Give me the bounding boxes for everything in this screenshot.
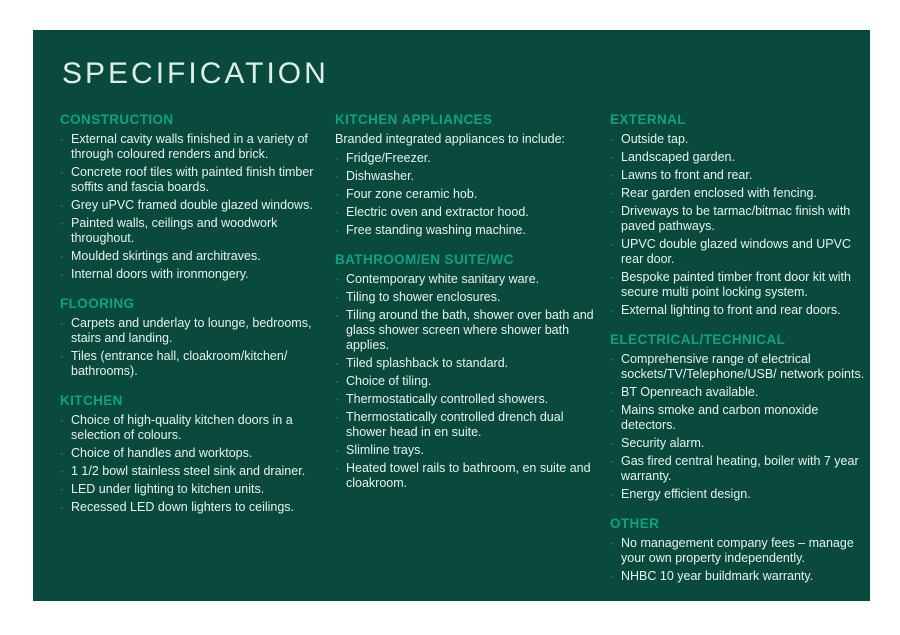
bullet-icon: ·: [610, 132, 614, 146]
section-heading: KITCHEN: [60, 393, 123, 408]
section-kitchen-appliances: [335, 112, 598, 238]
section-item-list: [335, 151, 598, 238]
list-item-text: Choice of handles and worktops.: [71, 446, 253, 460]
list-item: [610, 536, 873, 566]
bullet-icon: ·: [60, 349, 64, 363]
list-item: [60, 349, 323, 379]
bullet-icon: ·: [610, 186, 614, 200]
bullet-icon: ·: [610, 385, 614, 399]
list-item-text: Recessed LED down lighters to ceilings.: [71, 500, 295, 514]
list-item-text: Bespoke painted timber front door kit with secure multi point locking system.: [621, 270, 851, 299]
list-item-text: LED under lighting to kitchen units.: [71, 482, 265, 496]
list-item-text: Lawns to front and rear.: [621, 168, 753, 182]
list-item: [335, 392, 598, 407]
list-item-text: Comprehensive range of electrical sockets/TV/Telephone/USB/ network points.: [621, 352, 865, 381]
bullet-icon: ·: [60, 132, 64, 146]
list-item-text: Four zone ceramic hob.: [346, 187, 478, 201]
section-construction: [60, 112, 323, 282]
column-1: [60, 112, 323, 598]
list-item: [335, 374, 598, 389]
list-item-text: Thermostatically controlled drench dual shower head in en suite.: [346, 410, 564, 439]
list-item: [610, 403, 873, 433]
list-item-text: Carpets and underlay to lounge, bedrooms, stairs and landing.: [71, 316, 312, 345]
list-item-text: Energy efficient design.: [621, 487, 751, 501]
list-item: [335, 443, 598, 458]
list-item-text: Slimline trays.: [346, 443, 424, 457]
list-item-text: Tiles (entrance hall, cloakroom/kitchen/ bathrooms).: [71, 349, 288, 378]
list-item: [60, 500, 323, 515]
list-item-text: Internal doors with ironmongery.: [71, 267, 249, 281]
bullet-icon: ·: [60, 267, 64, 281]
bullet-icon: ·: [335, 205, 339, 219]
list-item: [60, 249, 323, 264]
list-item: [335, 461, 598, 491]
list-item-text: Painted walls, ceilings and woodwork throughout.: [71, 216, 278, 245]
list-item: [335, 410, 598, 440]
list-item-text: Outside tap.: [621, 132, 689, 146]
list-item-text: UPVC double glazed windows and UPVC rear door.: [621, 237, 851, 266]
list-item: [335, 187, 598, 202]
bullet-icon: ·: [60, 249, 64, 263]
section-item-list: [60, 132, 323, 282]
bullet-icon: ·: [610, 569, 614, 583]
list-item-text: Security alarm.: [621, 436, 705, 450]
bullet-icon: ·: [60, 464, 64, 478]
bullet-icon: ·: [60, 198, 64, 212]
bullet-icon: ·: [60, 316, 64, 330]
bullet-icon: ·: [60, 482, 64, 496]
section-electrical-technical: [610, 332, 873, 502]
list-item-text: Free standing washing machine.: [346, 223, 526, 237]
section-external: [610, 112, 873, 318]
column-2: [335, 112, 598, 598]
list-item: [610, 204, 873, 234]
list-item-text: Choice of tiling.: [346, 374, 432, 388]
spec-columns: [60, 112, 865, 598]
list-item: [335, 223, 598, 238]
list-item: [610, 436, 873, 451]
section-heading: KITCHEN APPLIANCES: [335, 112, 493, 127]
list-item-text: Driveways to be tarmac/bitmac finish with paved pathways.: [621, 204, 851, 233]
section-heading: ELECTRICAL/TECHNICAL: [610, 332, 786, 347]
bullet-icon: ·: [335, 443, 339, 457]
section-intro: Branded integrated appliances to include:: [335, 132, 566, 146]
bullet-icon: ·: [335, 223, 339, 237]
bullet-icon: ·: [610, 303, 614, 317]
list-item: [610, 186, 873, 201]
bullet-icon: ·: [335, 151, 339, 165]
list-item: [60, 316, 323, 346]
list-item-text: 1 1/2 bowl stainless steel sink and drainer.: [71, 464, 306, 478]
bullet-icon: ·: [335, 169, 339, 183]
list-item-text: Gas fired central heating, boiler with 7 year warranty.: [621, 454, 859, 483]
list-item-text: Fridge/Freezer.: [346, 151, 431, 165]
list-item-text: External lighting to front and rear doors.: [621, 303, 841, 317]
bullet-icon: ·: [610, 487, 614, 501]
list-item: [335, 151, 598, 166]
section-item-list: [610, 132, 873, 318]
bullet-icon: ·: [335, 272, 339, 286]
bullet-icon: ·: [610, 536, 614, 550]
bullet-icon: ·: [335, 290, 339, 304]
section-item-list: [335, 272, 598, 491]
section-heading: OTHER: [610, 516, 660, 531]
column-3: [610, 112, 873, 598]
list-item: [60, 132, 323, 162]
list-item-text: NHBC 10 year buildmark warranty.: [621, 569, 814, 583]
page-title: SPECIFICATION: [62, 57, 329, 90]
bullet-icon: ·: [610, 352, 614, 366]
bullet-icon: ·: [610, 454, 614, 468]
section-heading: FLOORING: [60, 296, 135, 311]
bullet-icon: ·: [610, 270, 614, 284]
list-item: [610, 303, 873, 318]
bullet-icon: ·: [335, 374, 339, 388]
section-bathroom-en-suite-wc: [335, 252, 598, 491]
list-item: [60, 216, 323, 246]
section-heading: BATHROOM/EN SUITE/WC: [335, 252, 514, 267]
list-item-text: Tiling to shower enclosures.: [346, 290, 501, 304]
bullet-icon: ·: [335, 356, 339, 370]
list-item: [60, 413, 323, 443]
list-item: [610, 385, 873, 400]
bullet-icon: ·: [610, 168, 614, 182]
bullet-icon: ·: [60, 165, 64, 179]
list-item: [60, 482, 323, 497]
bullet-icon: ·: [60, 216, 64, 230]
specification-card: [33, 30, 870, 601]
section-item-list: [610, 536, 873, 584]
bullet-icon: ·: [335, 187, 339, 201]
bullet-icon: ·: [335, 308, 339, 322]
bullet-icon: ·: [610, 150, 614, 164]
list-item-text: Mains smoke and carbon monoxide detectors.: [621, 403, 819, 432]
list-item: [60, 446, 323, 461]
list-item: [335, 356, 598, 371]
section-heading: CONSTRUCTION: [60, 112, 174, 127]
list-item-text: Landscaped garden.: [621, 150, 735, 164]
list-item-text: Thermostatically controlled showers.: [346, 392, 549, 406]
list-item: [60, 198, 323, 213]
section-heading: EXTERNAL: [610, 112, 686, 127]
list-item-text: Tiled splashback to standard.: [346, 356, 509, 370]
bullet-icon: ·: [610, 403, 614, 417]
list-item-text: Grey uPVC framed double glazed windows.: [71, 198, 313, 212]
list-item-text: External cavity walls finished in a variety of through coloured renders and brick.: [71, 132, 308, 161]
list-item: [610, 132, 873, 147]
list-item: [60, 267, 323, 282]
section-item-list: [60, 316, 323, 379]
list-item: [335, 205, 598, 220]
list-item: [335, 169, 598, 184]
section-item-list: [60, 413, 323, 515]
list-item-text: Choice of high-quality kitchen doors in a selection of colours.: [71, 413, 293, 442]
list-item: [610, 454, 873, 484]
list-item-text: Contemporary white sanitary ware.: [346, 272, 540, 286]
bullet-icon: ·: [60, 446, 64, 460]
list-item: [335, 272, 598, 287]
bullet-icon: ·: [335, 461, 339, 475]
list-item: [610, 352, 873, 382]
list-item: [60, 165, 323, 195]
list-item-text: Heated towel rails to bathroom, en suite and cloakroom.: [346, 461, 591, 490]
list-item: [610, 168, 873, 183]
list-item: [610, 569, 873, 584]
bullet-icon: ·: [335, 410, 339, 424]
list-item-text: Electric oven and extractor hood.: [346, 205, 529, 219]
list-item-text: Concrete roof tiles with painted finish timber soffits and fascia boards.: [71, 165, 314, 194]
list-item: [60, 464, 323, 479]
bullet-icon: ·: [60, 413, 64, 427]
list-item: [610, 237, 873, 267]
bullet-icon: ·: [610, 204, 614, 218]
list-item-text: No management company fees – manage your own property independently.: [621, 536, 854, 565]
list-item-text: Rear garden enclosed with fencing.: [621, 186, 817, 200]
bullet-icon: ·: [60, 500, 64, 514]
bullet-icon: ·: [610, 436, 614, 450]
list-item-text: Tiling around the bath, shower over bath and glass shower screen where shower bath applies.: [346, 308, 594, 352]
list-item-text: Moulded skirtings and architraves.: [71, 249, 261, 263]
section-other: [610, 516, 873, 584]
list-item-text: BT Openreach available.: [621, 385, 759, 399]
list-item: [335, 308, 598, 353]
list-item-text: Dishwasher.: [346, 169, 415, 183]
bullet-icon: ·: [610, 237, 614, 251]
list-item: [610, 150, 873, 165]
list-item: [610, 487, 873, 502]
section-flooring: [60, 296, 323, 379]
list-item: [335, 290, 598, 305]
section-item-list: [610, 352, 873, 502]
bullet-icon: ·: [335, 392, 339, 406]
section-kitchen: [60, 393, 323, 515]
list-item: [610, 270, 873, 300]
